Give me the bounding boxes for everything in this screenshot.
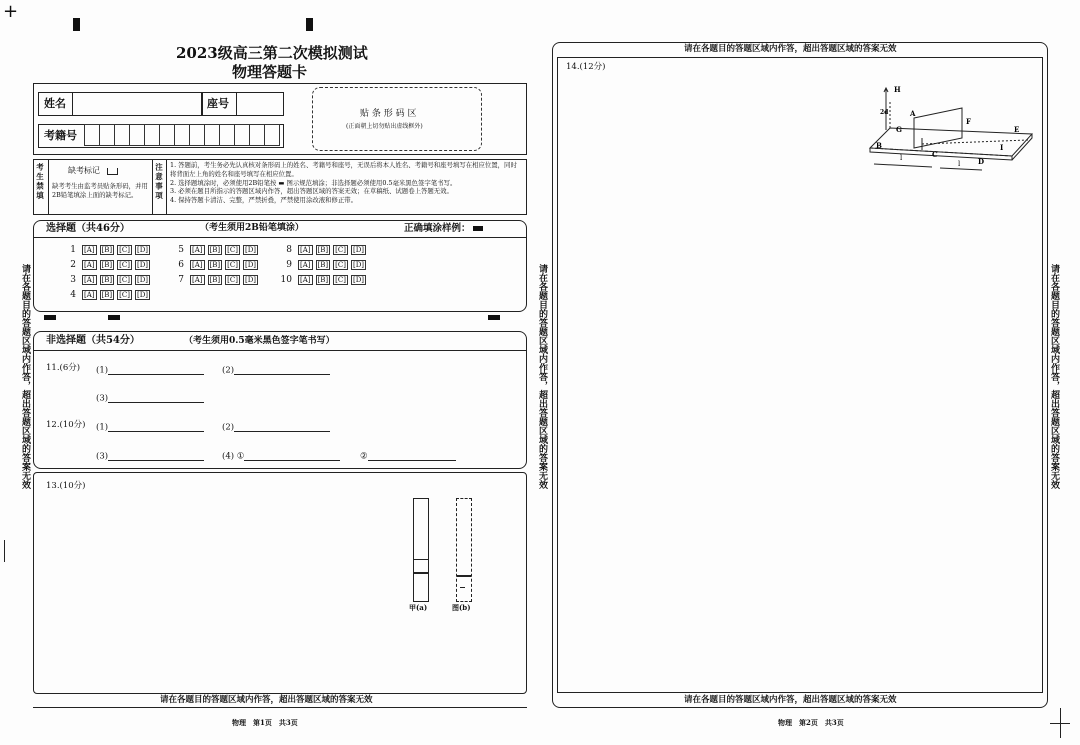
label-l2: l bbox=[958, 160, 961, 168]
notice-item: 2. 选择题填涂时，必须使用2B铅笔按 ▬ 图示规范填涂；非选择题必须使用0.5毫米黑色签字笔书写。 bbox=[170, 178, 457, 187]
choice-bubble[interactable]: [C] bbox=[227, 261, 238, 269]
exam-number-cells bbox=[84, 124, 280, 146]
choice-bubble[interactable]: [D] bbox=[244, 276, 257, 284]
choice-question-row bbox=[278, 275, 367, 285]
choice-bubble[interactable]: [B] bbox=[317, 246, 329, 254]
q12-label: 12.(10分) bbox=[46, 420, 86, 430]
q11-blank-3[interactable]: (3) bbox=[96, 390, 204, 403]
notice-item: 4. 保持答题卡清洁、完整，严禁折叠，严禁使用涂改液和修正带。 bbox=[170, 196, 358, 205]
page2-bottom-note: 请在各题目的答题区域内作答，超出答题区域的答案无效 bbox=[684, 695, 897, 705]
choice-bubble[interactable]: [D] bbox=[352, 276, 365, 284]
choice-bubble[interactable]: [C] bbox=[227, 276, 238, 284]
question-number: 10 bbox=[280, 275, 292, 285]
choice-bubble[interactable]: [C] bbox=[335, 276, 346, 284]
choice-bubble[interactable]: [C] bbox=[119, 261, 130, 269]
choice-question-row bbox=[62, 245, 151, 255]
absent-checkbox[interactable] bbox=[107, 168, 118, 175]
examinee-fill-label: 考生禁填 bbox=[35, 163, 45, 201]
choice-bubble[interactable]: [A] bbox=[84, 261, 95, 269]
q14-diagram bbox=[862, 80, 1034, 172]
q13-label: 13.(10分) bbox=[46, 481, 86, 491]
choice-bubble[interactable]: [B] bbox=[101, 276, 113, 284]
q12-blank-4[interactable]: (4) ① bbox=[222, 448, 340, 461]
choice-bubble[interactable]: [D] bbox=[352, 246, 365, 254]
notice-item: 3. 必须在题目所指示的答题区域内作答，超出答题区域的答案无效；在草稿纸、试题卷上答题无效。 bbox=[170, 187, 453, 196]
correct-fill-example: 正确填涂样例： bbox=[404, 224, 483, 234]
absent-mark-text: 缺考标记 bbox=[68, 166, 100, 175]
page-subtitle: 物理答题卡 bbox=[232, 63, 308, 81]
choice-bubble[interactable]: [D] bbox=[352, 261, 365, 269]
question-number: 8 bbox=[286, 245, 292, 255]
label-B: B bbox=[876, 141, 882, 150]
choice-section-title: 选择题（共46分） bbox=[46, 223, 130, 234]
name-label: 姓名 bbox=[44, 97, 66, 110]
tube-b bbox=[456, 498, 472, 602]
notice-item: 1. 答题前，考生务必先认真核对条形码上的姓名、考籍号和座号，无误后将本人姓名、考籍号和座号填写在相应位置，同时将背面左上角的姓名和座号填写在相应位置。 bbox=[170, 161, 517, 178]
choice-question-row bbox=[278, 260, 367, 270]
notice-label: 注意事项 bbox=[154, 163, 164, 201]
choice-bubble[interactable]: [D] bbox=[136, 261, 149, 269]
question-number: 5 bbox=[178, 245, 184, 255]
choice-bubble[interactable]: [D] bbox=[136, 291, 149, 299]
choice-bubble[interactable]: [D] bbox=[136, 246, 149, 254]
choice-bubble[interactable]: [B] bbox=[209, 246, 221, 254]
absent-mark-note: 缺考考生由监考员贴条形码，并用2B铅笔填涂上面的缺考标记。 bbox=[52, 182, 148, 199]
barcode-area bbox=[312, 87, 482, 151]
choice-bubble[interactable]: [C] bbox=[119, 276, 130, 284]
page2-top-note: 请在各题目的答题区域内作答，超出答题区域的答案无效 bbox=[684, 44, 897, 54]
timing-mark bbox=[488, 315, 500, 320]
choice-question-row bbox=[278, 245, 367, 255]
label-C: C bbox=[932, 150, 938, 159]
choice-bubble[interactable]: [D] bbox=[244, 246, 257, 254]
choice-bubble[interactable]: [B] bbox=[101, 261, 113, 269]
question-number: 2 bbox=[70, 260, 76, 270]
question-number: 3 bbox=[70, 275, 76, 285]
label-l1: l bbox=[900, 154, 903, 162]
label-D: D bbox=[978, 157, 985, 166]
barcode-area-note: (正面朝上切勿贴出虚线框外) bbox=[346, 123, 423, 130]
choice-question-row bbox=[62, 275, 151, 285]
fig-a-label: 甲(a) bbox=[409, 603, 428, 612]
label-E: E bbox=[1014, 125, 1020, 134]
choice-bubble[interactable]: [A] bbox=[192, 261, 203, 269]
choice-question-row bbox=[62, 290, 151, 300]
choice-bubble[interactable]: [B] bbox=[209, 261, 221, 269]
choice-bubble[interactable]: [C] bbox=[335, 246, 346, 254]
choice-bubble[interactable]: [A] bbox=[84, 246, 95, 254]
q12-blank-3[interactable]: (3) bbox=[96, 448, 204, 461]
timing-mark bbox=[44, 315, 56, 320]
page-footer: 物理 第1页 共3页 bbox=[232, 718, 298, 727]
choice-bubble[interactable]: [A] bbox=[300, 261, 311, 269]
choice-question-row bbox=[170, 275, 259, 285]
q12-blank-1[interactable]: (1) bbox=[96, 419, 204, 432]
q13-answer-area[interactable] bbox=[33, 472, 527, 694]
tube-a bbox=[413, 498, 429, 602]
nonchoice-section-title: 非选择题（共54分） bbox=[46, 335, 140, 346]
choice-question-row bbox=[170, 245, 259, 255]
question-number: 4 bbox=[70, 290, 76, 300]
choice-bubble[interactable]: [B] bbox=[101, 291, 113, 299]
q14-label: 14.(12分) bbox=[566, 62, 606, 72]
q11-blank-1[interactable]: (1) bbox=[96, 362, 204, 375]
choice-bubble[interactable]: [D] bbox=[244, 261, 257, 269]
crop-mark-plus-icon: + bbox=[3, 1, 19, 22]
timing-mark bbox=[73, 18, 80, 31]
label-A: A bbox=[910, 109, 916, 118]
q11-blank-2[interactable]: (2) bbox=[222, 362, 330, 375]
exam-number-label: 考籍号 bbox=[44, 129, 77, 142]
fig-b-label: 图(b) bbox=[452, 603, 471, 612]
choice-bubble[interactable]: [C] bbox=[119, 246, 130, 254]
nonchoice-section-note: （考生须用0.5毫米黑色签字笔书写） bbox=[184, 336, 335, 346]
question-number: 9 bbox=[286, 260, 292, 270]
choice-question-row bbox=[62, 260, 151, 270]
choice-bubble[interactable]: [C] bbox=[227, 246, 238, 254]
seat-label: 座号 bbox=[207, 97, 229, 110]
filled-mark-icon bbox=[473, 226, 483, 231]
label-I: I bbox=[1000, 143, 1004, 152]
page-title: 2023级高三第二次模拟测试 bbox=[176, 44, 368, 62]
choice-bubble[interactable]: [B] bbox=[317, 276, 329, 284]
choice-bubble[interactable]: [A] bbox=[300, 246, 311, 254]
label-F: F bbox=[966, 117, 971, 126]
q12-blank-2[interactable]: (2) bbox=[222, 419, 330, 432]
label-H: H bbox=[894, 85, 901, 94]
question-number: 7 bbox=[178, 275, 184, 285]
choice-bubble[interactable]: [C] bbox=[335, 261, 346, 269]
notice-list bbox=[170, 161, 522, 205]
choice-bubble[interactable]: [A] bbox=[300, 276, 311, 284]
question-number: 6 bbox=[178, 260, 184, 270]
barcode-area-title: 贴 条 形 码 区 bbox=[360, 109, 417, 119]
timing-mark bbox=[306, 18, 313, 31]
choice-bubble[interactable]: [A] bbox=[192, 276, 203, 284]
choice-bubble[interactable]: [B] bbox=[317, 261, 329, 269]
absent-mark-label bbox=[68, 167, 118, 175]
q12-blank-4b[interactable]: ② bbox=[360, 448, 456, 461]
choice-bubble[interactable]: [C] bbox=[119, 291, 130, 299]
question-number: 1 bbox=[70, 245, 76, 255]
side-note-middle: 请在各题目的答题区域内作答，超出答题区域的答案无效 bbox=[537, 264, 547, 489]
choice-bubble[interactable]: [B] bbox=[101, 246, 113, 254]
choice-bubble[interactable]: [D] bbox=[136, 276, 149, 284]
side-note-left: 请在各题目的答题区域内作答，超出答题区域的答案无效 bbox=[20, 264, 30, 489]
choice-section-note: （考生须用2B铅笔填涂） bbox=[200, 223, 304, 233]
page2-footer: 物理 第2页 共3页 bbox=[778, 718, 844, 727]
choice-question-row bbox=[170, 260, 259, 270]
bottom-note: 请在各题目的答题区域内作答，超出答题区域的答案无效 bbox=[160, 695, 373, 705]
side-note-right: 请在各题目的答题区域内作答，超出答题区域的答案无效 bbox=[1049, 264, 1059, 489]
choice-bubble[interactable]: [A] bbox=[84, 291, 95, 299]
q11-label: 11.(6分) bbox=[46, 363, 81, 373]
label-2d: 2d bbox=[880, 109, 889, 116]
choice-bubble[interactable]: [B] bbox=[209, 276, 221, 284]
timing-mark bbox=[108, 315, 120, 320]
label-G: G bbox=[896, 125, 902, 134]
choice-bubble[interactable]: [A] bbox=[84, 276, 95, 284]
choice-bubble[interactable]: [A] bbox=[192, 246, 203, 254]
